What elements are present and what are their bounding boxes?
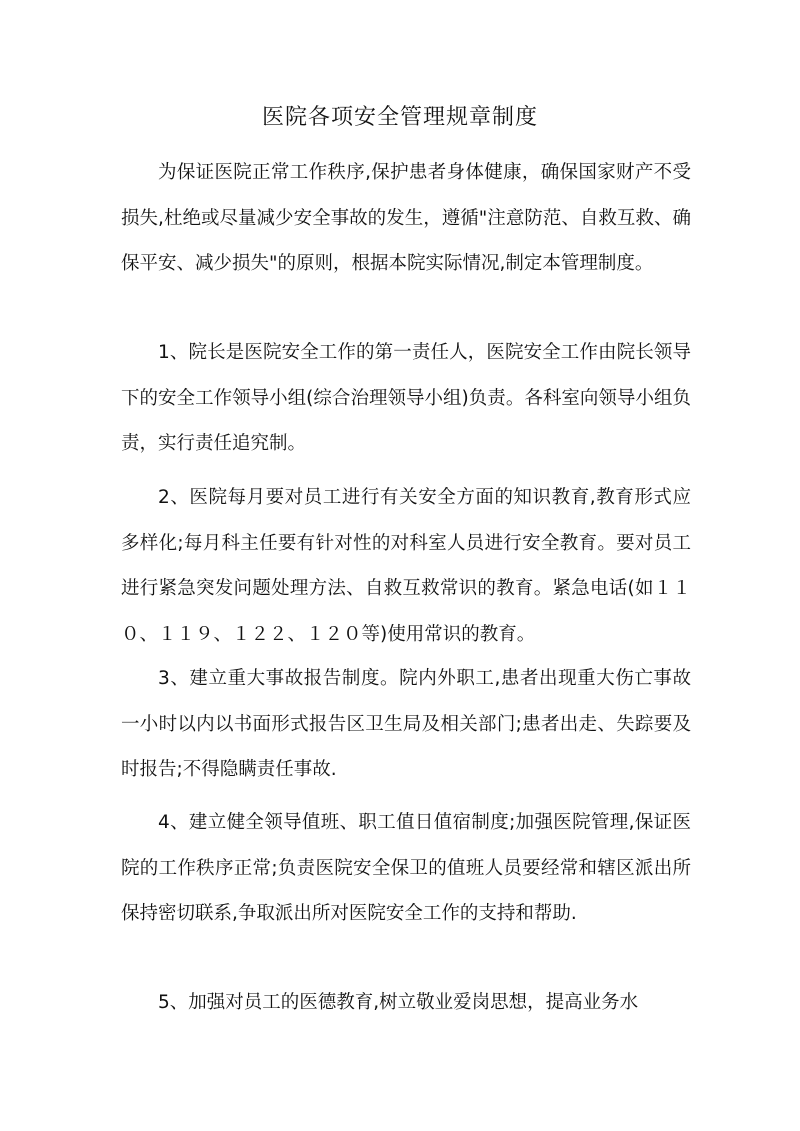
rule-paragraph-4: 4、建立健全领导值班、职工值日值宿制度;加强医院管理,保证医院的工作秩序正常;负责医院安全保卫的值班人员要经常和辖区派出所保持密切联系,争取派出所对医院安全工作的支持和帮助. bbox=[121, 812, 691, 924]
rule-paragraph-1: 1、院长是医院安全工作的第一责任人，医院安全工作由院长领导下的安全工作领导小组(综合治理领导小组)负责。各科室向领导小组负责，实行责任追究制。 bbox=[121, 342, 691, 454]
rule-paragraph-5: 5、加强对员工的医德教育,树立敬业爱岗思想，提高业务水 bbox=[158, 992, 639, 1013]
rule-paragraph-3: 3、建立重大事故报告制度。院内外职工,患者出现重大伤亡事故一小时以内以书面形式报告区卫生局及相关部门;患者出走、失踪要及时报告;不得隐瞒责任事故. bbox=[121, 668, 691, 780]
document-title: 医院各项安全管理规章制度 bbox=[261, 105, 538, 130]
rule-paragraph-2: 2、医院每月要对员工进行有关安全方面的知识教育,教育形式应多样化;每月科主任要有针对性的对科室人员进行安全教育。要对员工进行紧急突发问题处理方法、自救互救常识的教育。紧急电话(如１１０、１１９、１２２、１２０等)使用常识的教育。 bbox=[121, 487, 691, 645]
intro-paragraph: 为保证医院正常工作秩序,保护患者身体健康，确保国家财产不受损失,杜绝或尽量减少安全事故的发生，遵循"注意防范、自救互救、确保平安、减少损失"的原则，根据本院实际情况,制定本管理制度。 bbox=[121, 162, 691, 274]
